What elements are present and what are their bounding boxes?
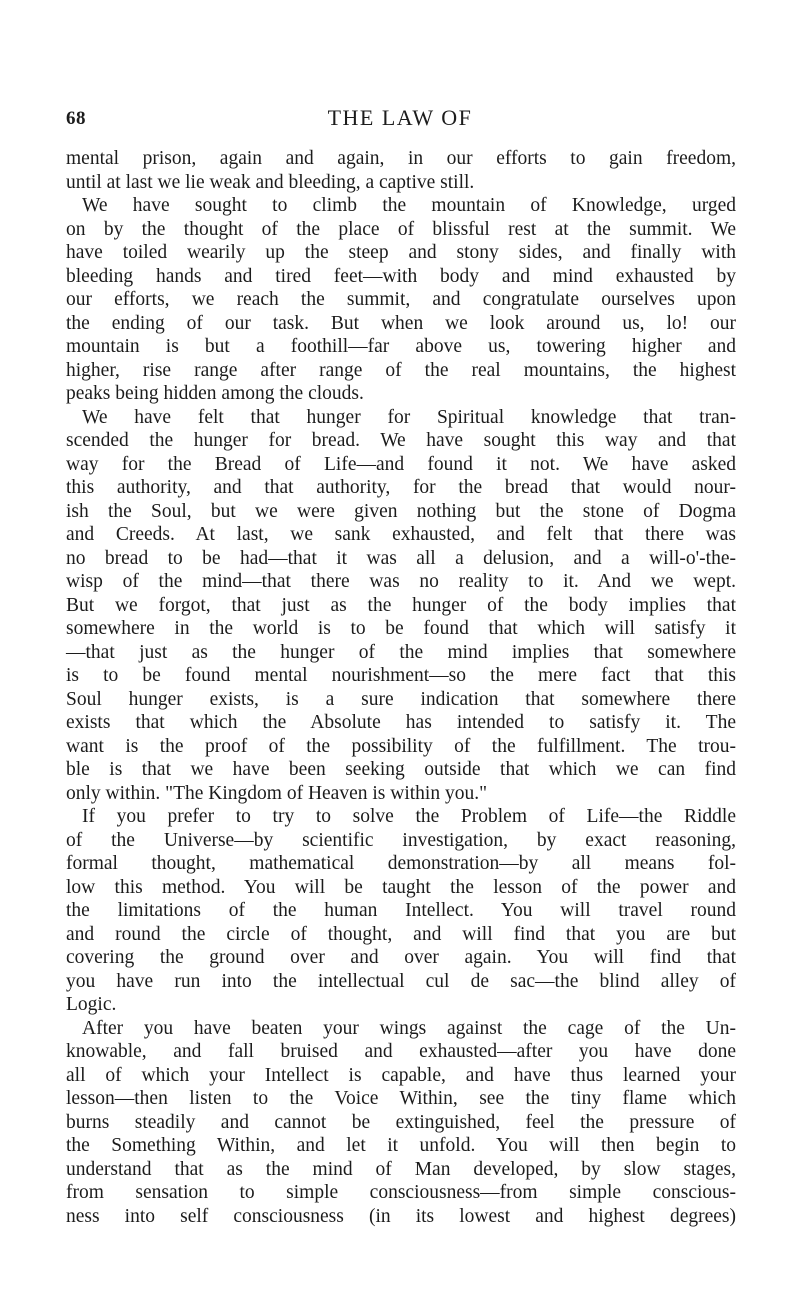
text-line: no bread to be had—that it was all a delusion, and a will-o'-the- xyxy=(66,547,736,569)
text-line: After you have beaten your wings against the cage of the Un- xyxy=(82,1017,736,1039)
text-line: If you prefer to try to solve the Problem of Life—the Riddle xyxy=(82,806,736,827)
text-line: ish the Soul, but we were given nothing but the stone of Dogma xyxy=(66,500,736,522)
text-line: We have felt that hunger for Spiritual knowledge that tran- xyxy=(82,406,736,428)
text-line: wisp of the mind—that there was no reality to it. And we wept. xyxy=(66,571,736,592)
text-line: of the Universe—by scientific investigation, by exact reasoning, xyxy=(66,829,736,851)
text-line: We have sought to climb the mountain of Knowledge, urged xyxy=(82,195,736,216)
text-line: only within. "The Kingdom of Heaven is within you." xyxy=(66,782,488,804)
text-line: formal thought, mathematical demonstration—by all means fol- xyxy=(66,853,736,874)
text-line: have toiled wearily up the steep and stony sides, and finally with xyxy=(66,242,736,263)
text-line: —that just as the hunger of the mind implies that somewhere xyxy=(66,641,736,663)
text-line: knowable, and fall bruised and exhausted—after you have done xyxy=(66,1041,736,1062)
text-line: our efforts, we reach the summit, and congratulate ourselves upon xyxy=(66,289,736,310)
text-line: you have run into the intellectual cul de sac—the blind alley of xyxy=(66,970,736,992)
text-line: somewhere in the world is to be found that which will satisfy it xyxy=(66,618,736,639)
text-line: on by the thought of the place of blissful rest at the summit. We xyxy=(66,218,736,240)
text-line: the Something Within, and let it unfold. You will then begin to xyxy=(66,1135,736,1156)
text-line: covering the ground over and over again. You will find that xyxy=(66,947,736,968)
text-line: exists that which the Absolute has intended to satisfy it. The xyxy=(66,712,736,733)
running-title: THE LAW OF xyxy=(327,105,473,130)
text-line: mountain is but a foothill—far above us, towering higher and xyxy=(66,336,736,357)
text-line: Soul hunger exists, is a sure indication that somewhere there xyxy=(66,688,736,710)
text-line: and round the circle of thought, and will find that you are but xyxy=(66,923,736,945)
text-line: until at last we lie weak and bleeding, a captive still. xyxy=(66,171,475,193)
text-line: ness into self consciousness (in its lowest and highest degrees) xyxy=(66,1205,736,1227)
text-line: is to be found mental nourishment—so the mere fact that this xyxy=(66,665,736,686)
text-line: this authority, and that authority, for the bread that would nour- xyxy=(66,477,736,498)
text-line: lesson—then listen to the Voice Within, see the tiny flame which xyxy=(66,1088,736,1109)
text-line: peaks being hidden among the clouds. xyxy=(66,383,364,404)
text-line: understand that as the mind of Man developed, by slow stages, xyxy=(66,1158,736,1180)
page-number: 68 xyxy=(66,108,86,129)
text-line: bleeding hands and tired feet—with body and mind exhausted by xyxy=(66,265,736,287)
text-line: mental prison, again and again, in our efforts to gain freedom, xyxy=(66,148,736,169)
text-line: the ending of our task. But when we look around us, lo! our xyxy=(66,312,736,334)
text-line: higher, rise range after range of the real mountains, the highest xyxy=(66,359,736,381)
text-line: want is the proof of the possibility of the fulfillment. The trou- xyxy=(66,735,736,757)
text-line: from sensation to simple consciousness—from simple conscious- xyxy=(66,1182,736,1203)
running-head xyxy=(0,104,800,134)
text-line: But we forgot, that just as the hunger of the body implies that xyxy=(66,594,736,616)
text-line: scended the hunger for bread. We have sought this way and that xyxy=(66,430,736,451)
text-line: and Creeds. At last, we sank exhausted, and felt that there was xyxy=(66,524,736,545)
text-line: low this method. You will be taught the lesson of the power and xyxy=(66,876,736,898)
text-line: Logic. xyxy=(66,994,117,1015)
body-text xyxy=(66,147,736,1228)
text-line: ble is that we have been seeking outside that which we can find xyxy=(66,759,736,780)
text-line: all of which your Intellect is capable, and have thus learned your xyxy=(66,1064,736,1086)
text-line: the limitations of the human Intellect. You will travel round xyxy=(66,900,736,921)
text-line: way for the Bread of Life—and found it not. We have asked xyxy=(66,453,736,475)
text-line: burns steadily and cannot be extinguished, feel the pressure of xyxy=(66,1111,736,1133)
